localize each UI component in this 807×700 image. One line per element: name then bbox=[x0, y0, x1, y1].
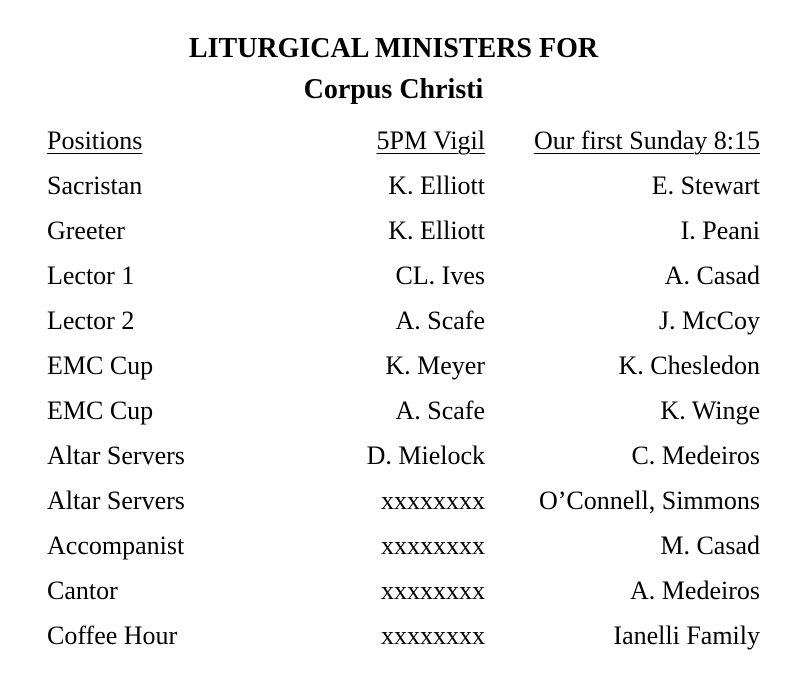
header-sunday: Our first Sunday 8:15 bbox=[533, 126, 760, 155]
position-cell: Greeter bbox=[47, 216, 125, 245]
position-cell: Lector 2 bbox=[47, 306, 135, 335]
table-row bbox=[47, 211, 760, 256]
table-row bbox=[47, 571, 760, 616]
table-row bbox=[47, 166, 760, 211]
table-row bbox=[47, 346, 760, 391]
sunday-cell: O’Connell, Simmons bbox=[538, 486, 760, 515]
page-subtitle: Corpus Christi bbox=[303, 74, 484, 105]
position-cell: Altar Servers bbox=[47, 486, 185, 515]
position-cell: Sacristan bbox=[47, 171, 143, 200]
table-row bbox=[47, 526, 760, 571]
vigil-cell: xxxxxxxx bbox=[381, 486, 485, 515]
table-row bbox=[47, 481, 760, 526]
sunday-cell: A. Medeiros bbox=[630, 576, 760, 605]
vigil-cell: D. Mielock bbox=[366, 441, 485, 470]
sunday-cell: K. Winge bbox=[660, 396, 760, 425]
table-row bbox=[47, 301, 760, 346]
vigil-cell: xxxxxxxx bbox=[381, 621, 485, 650]
ministers-table bbox=[47, 121, 760, 661]
vigil-cell: K. Meyer bbox=[385, 351, 485, 380]
position-cell: EMC Cup bbox=[47, 396, 154, 425]
vigil-cell: K. Elliott bbox=[388, 171, 485, 200]
table-row bbox=[47, 391, 760, 436]
sunday-cell: C. Medeiros bbox=[631, 441, 760, 470]
vigil-cell: A. Scafe bbox=[395, 396, 485, 425]
position-cell: Lector 1 bbox=[47, 261, 135, 290]
page-title: LITURGICAL MINISTERS FOR bbox=[188, 33, 599, 64]
vigil-cell: xxxxxxxx bbox=[381, 576, 485, 605]
sunday-cell: K. Chesledon bbox=[618, 351, 760, 380]
sunday-cell: I. Peani bbox=[680, 216, 760, 245]
position-cell: Coffee Hour bbox=[47, 621, 178, 650]
position-cell: EMC Cup bbox=[47, 351, 154, 380]
vigil-cell: A. Scafe bbox=[395, 306, 485, 335]
position-cell: Accompanist bbox=[47, 531, 185, 560]
table-row bbox=[47, 256, 760, 301]
sunday-cell: A. Casad bbox=[664, 261, 760, 290]
sunday-cell: Ianelli Family bbox=[613, 621, 760, 650]
table-row bbox=[47, 436, 760, 481]
sunday-cell: M. Casad bbox=[660, 531, 760, 560]
header-positions: Positions bbox=[47, 126, 143, 155]
position-cell: Altar Servers bbox=[47, 441, 185, 470]
table-header-row bbox=[47, 121, 760, 166]
header-vigil: 5PM Vigil bbox=[376, 126, 485, 155]
sunday-cell: E. Stewart bbox=[651, 171, 760, 200]
sunday-cell: J. McCoy bbox=[658, 306, 760, 335]
table-row bbox=[47, 616, 760, 661]
vigil-cell: K. Elliott bbox=[388, 216, 485, 245]
position-cell: Cantor bbox=[47, 576, 118, 605]
vigil-cell: CL. Ives bbox=[395, 261, 485, 290]
vigil-cell: xxxxxxxx bbox=[381, 531, 485, 560]
